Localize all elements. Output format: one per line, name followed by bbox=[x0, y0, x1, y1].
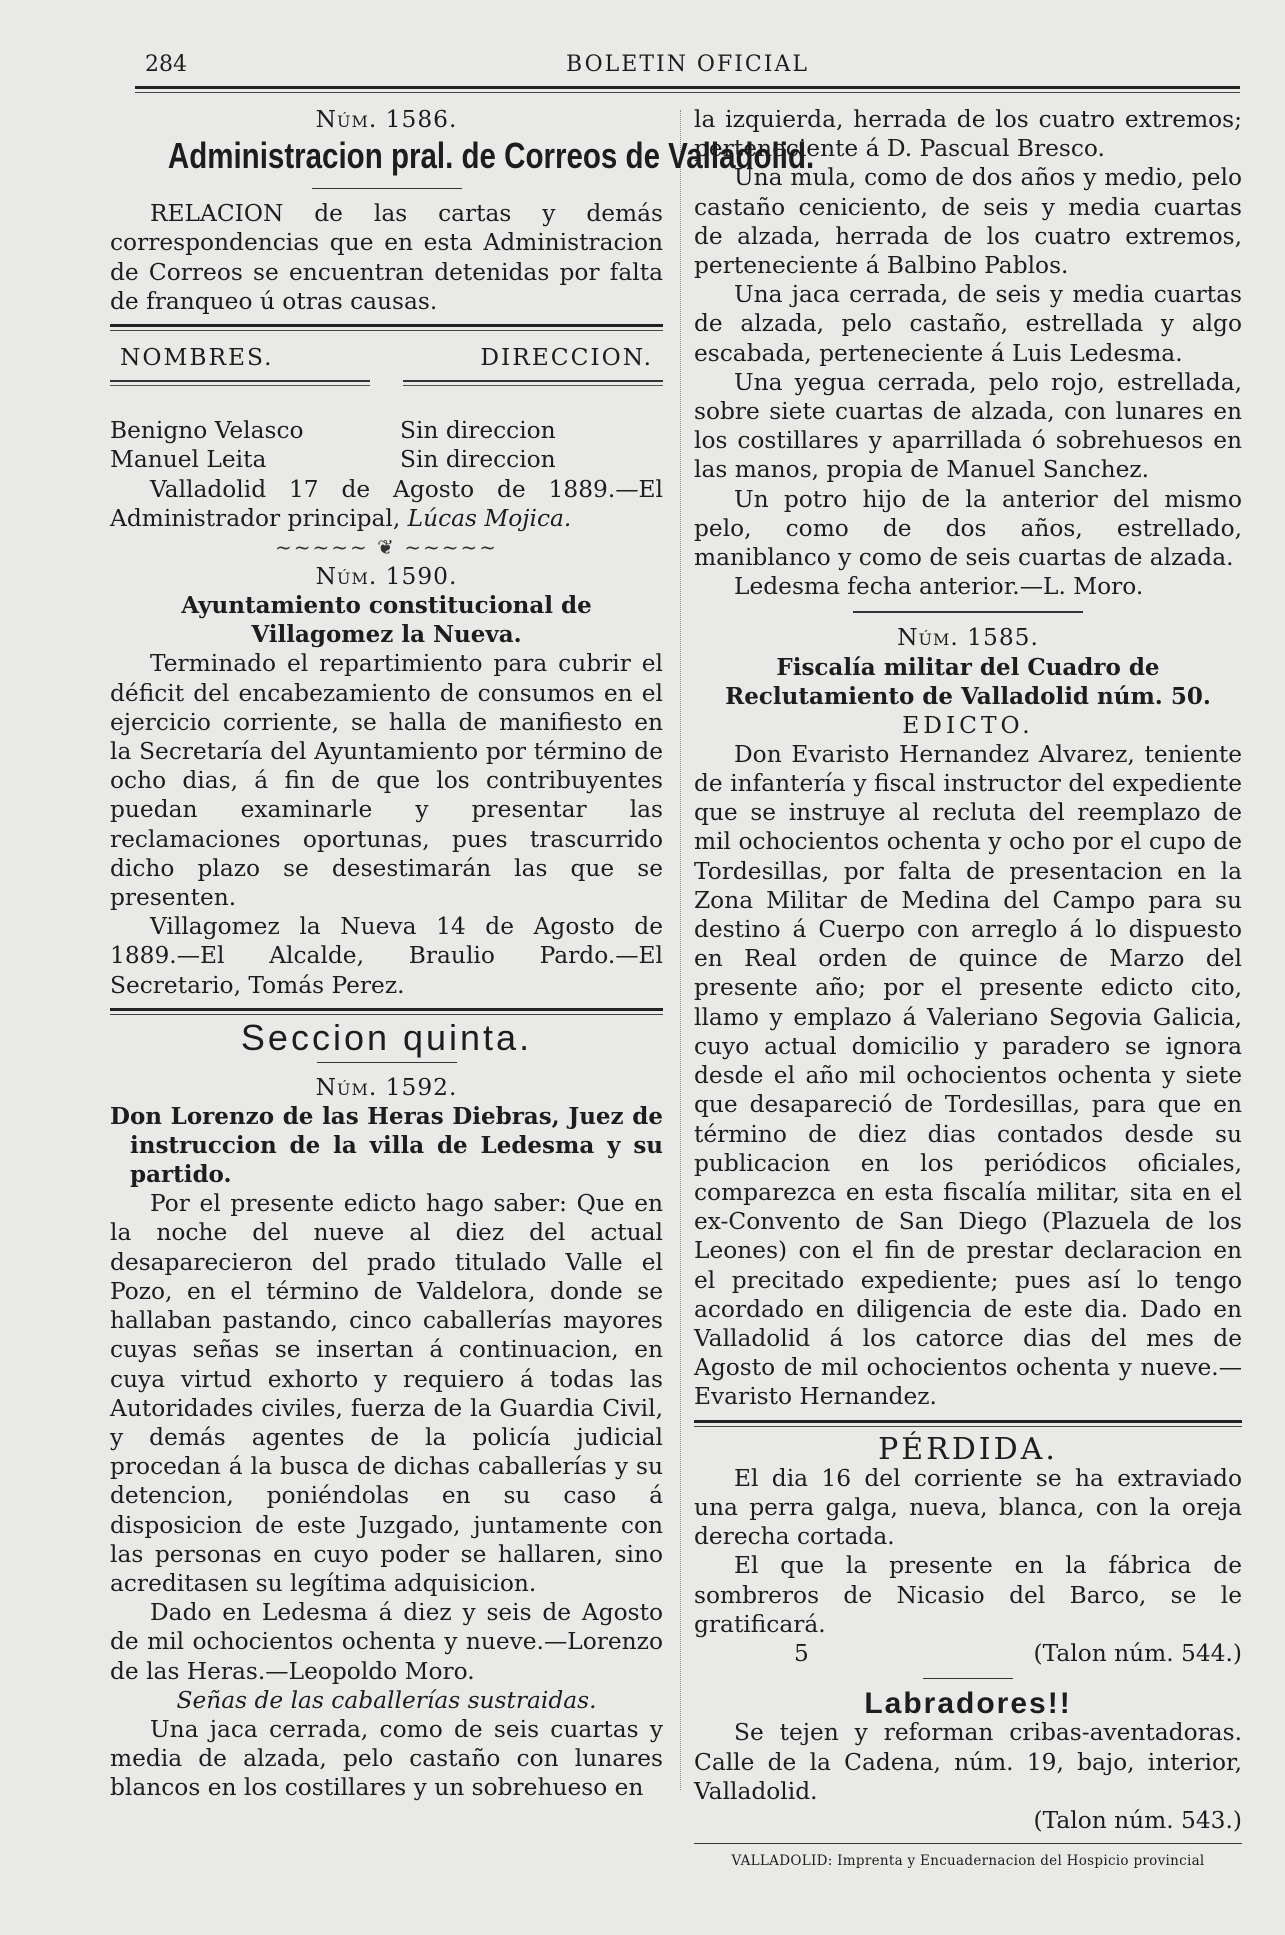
running-title: BOLETIN OFICIAL bbox=[566, 52, 809, 77]
printer-imprint: VALLADOLID: Imprenta y Encuadernacion del Hospicio provincial bbox=[731, 1853, 1205, 1870]
ornament-divider: ~~~~~ ❦ ~~~~~ bbox=[274, 535, 499, 560]
table-top-rule bbox=[110, 324, 663, 331]
closing-text: Valladolid 17 de Agosto de 1889.—El Administrador principal, bbox=[110, 475, 663, 532]
senas-first: Una jaca cerrada, como de seis cuartas y media de alzada, pelo castaño con lunares blancos en los costillares y un sobrehueso en bbox=[110, 1715, 663, 1802]
senas-item: Una jaca cerrada, de seis y media cuartas de alzada, pelo castaño, estrellada y algo escabada, perteneciente á Luis Ledesma. bbox=[694, 281, 1242, 367]
page-number: 284 bbox=[145, 52, 187, 77]
short-rule bbox=[312, 188, 462, 189]
right-column bbox=[694, 105, 1242, 1870]
continued-text: la izquierda, herrada de los cuatro extremos; perteneciente á D. Pascual Bresco. bbox=[694, 106, 1242, 163]
edicto-subheading: EDICTO. bbox=[902, 711, 1034, 739]
article-closing bbox=[110, 475, 663, 533]
short-rule bbox=[317, 1062, 457, 1063]
column-divider bbox=[680, 110, 681, 1790]
row-direccion: Sin direccion bbox=[400, 446, 556, 474]
left-column bbox=[110, 105, 815, 1803]
article-1590 bbox=[110, 562, 663, 1000]
article-1586 bbox=[110, 105, 815, 533]
table-row bbox=[110, 445, 663, 474]
article-number: Núm. 1590. bbox=[315, 563, 458, 591]
imprint-rule bbox=[694, 1843, 1242, 1844]
advert-title: Labradores!! bbox=[864, 1687, 1072, 1721]
senas-item: Una yegua cerrada, pelo rojo, estrellada, sobre siete cuartas de alzada, con lunares en los costillares y aparrillada ó sobrehuesos en las manos, propia de Manuel Sanchez. bbox=[694, 368, 1242, 484]
advert-rule bbox=[694, 1420, 1242, 1427]
article-number: Núm. 1592. bbox=[315, 1074, 458, 1102]
advert-mark: 5 bbox=[794, 1639, 809, 1667]
advert-text: El que la presente en la fábrica de sombreros de Nicasio del Barco, se le gratificará. bbox=[694, 1552, 1242, 1638]
senas-item: Un potro hijo de la anterior del mismo pelo, como de dos años, estrellado, maniblanco y como de seis cuartas de alzada. bbox=[694, 485, 1242, 572]
table-header bbox=[110, 339, 663, 380]
article-heading: Ayuntamiento constitucional de Villagomez la Nueva. bbox=[181, 592, 592, 649]
page-header bbox=[135, 52, 1240, 88]
talon-number: (Talon núm. 543.) bbox=[1033, 1806, 1242, 1834]
article-dated: Dado en Ledesma á diez y seis de Agosto de mil ochocientos ochenta y nueve.—Lorenzo de las Heras.—Leopoldo Moro. bbox=[110, 1599, 663, 1685]
talon-number: (Talon núm. 544.) bbox=[1033, 1639, 1242, 1667]
section-rule bbox=[110, 1008, 663, 1015]
article-intro: RELACION de las cartas y demás correspondencias que en esta Administracion de Correos se encuentran detenidas por falta de franqueo ú otras causas. bbox=[110, 200, 663, 315]
article-number: Núm. 1585. bbox=[897, 624, 1039, 652]
col-nombres: NOMBRES. bbox=[120, 344, 274, 372]
row-nombre: Benigno Velasco bbox=[110, 417, 304, 445]
article-heading: Administracion pral. de Correos de Valladolid. bbox=[167, 135, 815, 177]
article-heading: Don Lorenzo de las Heras Diebras, Juez de instruccion de la villa de Ledesma y su partido. bbox=[110, 1103, 663, 1189]
col-direccion: DIRECCION. bbox=[480, 344, 653, 372]
closing-signature: Lúcas Mojica. bbox=[407, 504, 572, 532]
advert-title: PÉRDIDA. bbox=[878, 1431, 1058, 1467]
senas-item: Una mula, como de dos años y medio, pelo castaño ceniciento, de seis y media cuartas de alzada, herrada de los cuatro extremos, perteneciente á Balbino Pablos. bbox=[694, 164, 1242, 280]
article-signature: Villagomez la Nueva 14 de Agosto de 1889.—El Alcalde, Braulio Pardo.—El Secretario, Tomás Perez. bbox=[110, 913, 663, 999]
advert-text: Se tejen y reforman cribas-aventadoras. Calle de la Cadena, núm. 19, bajo, interior, Valladolid. bbox=[694, 1719, 1242, 1805]
ornament-rule bbox=[853, 611, 1083, 613]
article-body: Por el presente edicto hago saber: Que en la noche del nueve al diez del actual desaparecieron del prado titulado Valle el Pozo, en el término de Valdelora, donde se hallaban pastando, cinco caballerías mayores cuyas señas se insertan á continuacion, en cuya virtud exhorto y requiero á todas las Autoridades civiles, fuerza de la Guardia Civil, y demás agentes de la policía judicial procedan á la busca de dichas caballerías y su detencion, poniéndolas en su caso á disposicion de este Juzgado, juntamente con las personas en cuyo poder se hallaren, sino acreditasen su legítima adquisicion. bbox=[110, 1190, 663, 1597]
article-heading: Fiscalía militar del Cuadro de Reclutamiento de Valladolid núm. 50. bbox=[725, 653, 1211, 710]
advert-text: El dia 16 del corriente se ha extraviado una perra galga, nueva, blanca, con la oreja derecha cortada. bbox=[694, 1464, 1242, 1551]
article-number: Núm. 1586. bbox=[315, 106, 458, 133]
senas-closing: Ledesma fecha anterior.—L. Moro. bbox=[734, 573, 1144, 601]
article-body: Don Evaristo Hernandez Alvarez, teniente de infantería y fiscal instructor del expediente que se instruye al recluta del reemplazo de mil ochocientos ochenta y ocho por el cupo de Tordesillas, por falta de presentacion en la Zona Militar de Medina del Campo para su destino á Cuerpo con arreglo á lo dispuesto en Real orden de quince de Marzo del presente año; por el presente edicto cito, llamo y emplazo á Valeriano Segovia Galicia, cuyo actual domicilio y paradero se ignora desde el año mil ochocientos ochenta y siete que desapareció de Tordesillas, para que en término de diez dias contados desde su publicacion en los periódicos oficiales, comparezca en esta fiscalía militar, sita en el ex-Convento de San Diego (Plazuela de los Leones) con el fin de prestar declaracion en el precitado expediente; pues así lo tengo acordado en diligencia de este dia. Dado en Valladolid á los catorce dias del mes de Agosto de mil ochocientos ochenta y nueve.—Evaristo Hernandez. bbox=[694, 740, 1242, 1411]
advert-labradores bbox=[694, 1689, 1242, 1835]
article-1585 bbox=[694, 623, 1242, 1411]
advert-perdida bbox=[694, 1431, 1242, 1669]
article-1592 bbox=[110, 1073, 663, 1802]
header-rule bbox=[135, 86, 1240, 89]
row-direccion: Sin direccion bbox=[400, 417, 556, 445]
article-body: Terminado el repartimiento para cubrir el déficit del encabezamiento de consumos en el ejercicio corriente, se halla de manifiesto en la Secretaría del Ayuntamiento por término de ocho dias, á fin de que los contribuyentes puedan examinarle y presentar las reclamaciones oportunas, pues trascurrido dicho plazo se desestimarán las que se presenten. bbox=[110, 650, 663, 912]
table-row bbox=[110, 416, 663, 445]
header-rule-thin bbox=[135, 92, 1240, 93]
section-title: Seccion quinta. bbox=[240, 1016, 533, 1058]
row-nombre: Manuel Leita bbox=[110, 446, 267, 474]
short-rule bbox=[923, 1678, 1013, 1679]
senas-title: Señas de las caballerías sustraidas. bbox=[176, 1686, 597, 1714]
table-header-rules bbox=[110, 380, 663, 386]
advert-footer bbox=[694, 1639, 1242, 1668]
